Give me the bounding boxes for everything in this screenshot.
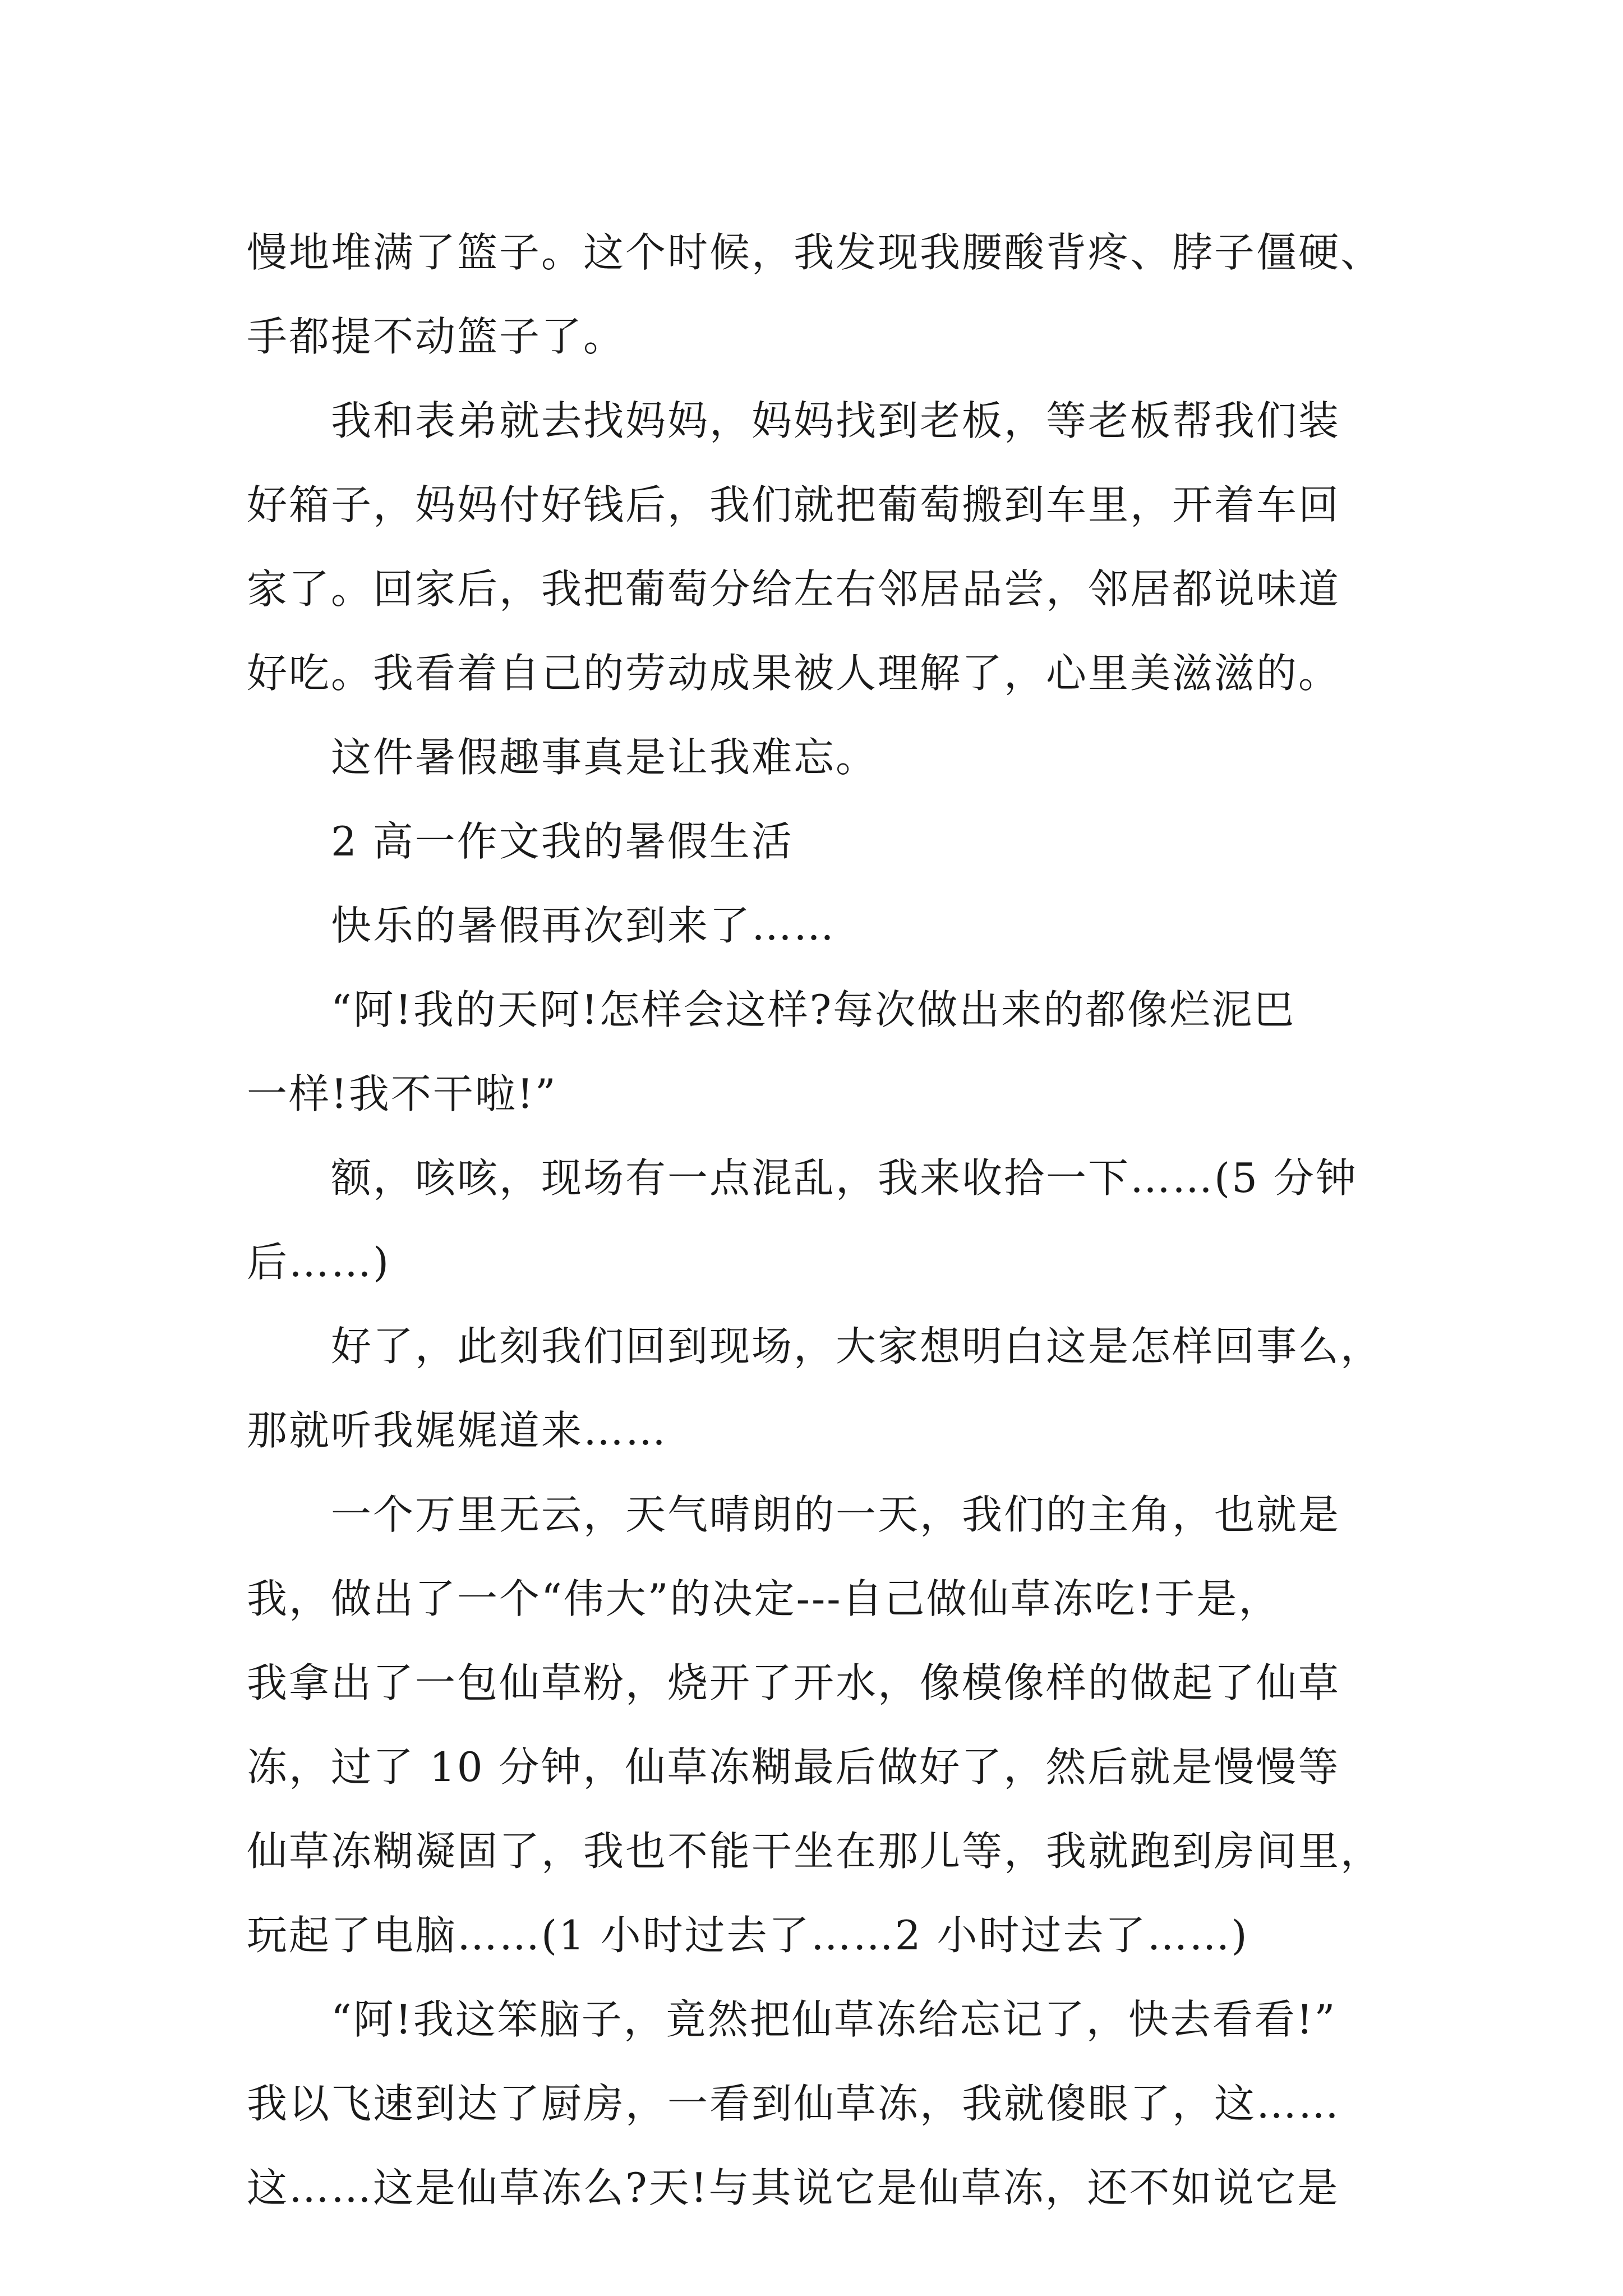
text-line: 一个万里无云，天气晴朗的一天，我们的主角，也就是	[331, 1491, 1341, 1538]
text-line: 手都提不动篮子了。	[247, 313, 626, 360]
text-line: 我拿出了一包仙草粉，烧开了开水，像模像样的做起了仙草	[247, 1659, 1341, 1706]
text-line: 好了，此刻我们回到现场，大家想明白这是怎样回事么，	[331, 1323, 1383, 1370]
text-line: 额，咳咳，现场有一点混乱，我来收拾一下……(5 分钟	[331, 1154, 1358, 1202]
text-line: 好吃。我看着自己的劳动成果被人理解了，心里美滋滋的。	[247, 650, 1341, 697]
text-line: 玩起了电脑……(1 小时过去了……2 小时过去了……)	[247, 1912, 1249, 1959]
text-line: 这件暑假趣事真是让我难忘。	[331, 734, 878, 781]
text-line: 后……)	[247, 1239, 391, 1286]
text-line: 这……这是仙草冻么?天!与其说它是仙草冻，还不如说它是	[247, 2164, 1340, 2211]
text-line: “阿!我的天阿!怎样会这样?每次做出来的都像烂泥巴	[331, 986, 1296, 1033]
text-line: 仙草冻糊凝固了，我也不能干坐在那儿等，我就跑到房间里，	[247, 1828, 1383, 1875]
text-line: 好箱子，妈妈付好钱后，我们就把葡萄搬到车里，开着车回	[247, 481, 1341, 528]
text-line: 我，做出了一个“伟大”的决定---自己做仙草冻吃!于是，	[247, 1575, 1281, 1622]
text-line: 冻，过了 10 分钟，仙草冻糊最后做好了，然后就是慢慢等	[247, 1743, 1340, 1791]
text-line: 慢地堆满了篮子。这个时候，我发现我腰酸背疼、脖子僵硬、	[247, 229, 1383, 276]
text-line: “阿!我这笨脑子，竟然把仙草冻给忘记了，快去看看!”	[331, 1996, 1337, 2043]
text-line: 我和表弟就去找妈妈，妈妈找到老板，等老板帮我们装	[331, 397, 1341, 444]
text-line: 快乐的暑假再次到来了……	[331, 902, 836, 949]
text-line: 家了。回家后，我把葡萄分给左右邻居品尝，邻居都说味道	[247, 565, 1341, 613]
text-line: 我以飞速到达了厨房，一看到仙草冻，我就傻眼了，这……	[247, 2080, 1341, 2127]
text-line: 一样!我不干啦!”	[247, 1070, 557, 1117]
text-line: 那就听我娓娓道来……	[247, 1407, 668, 1454]
section-heading: 2 高一作文我的暑假生活	[331, 818, 794, 865]
